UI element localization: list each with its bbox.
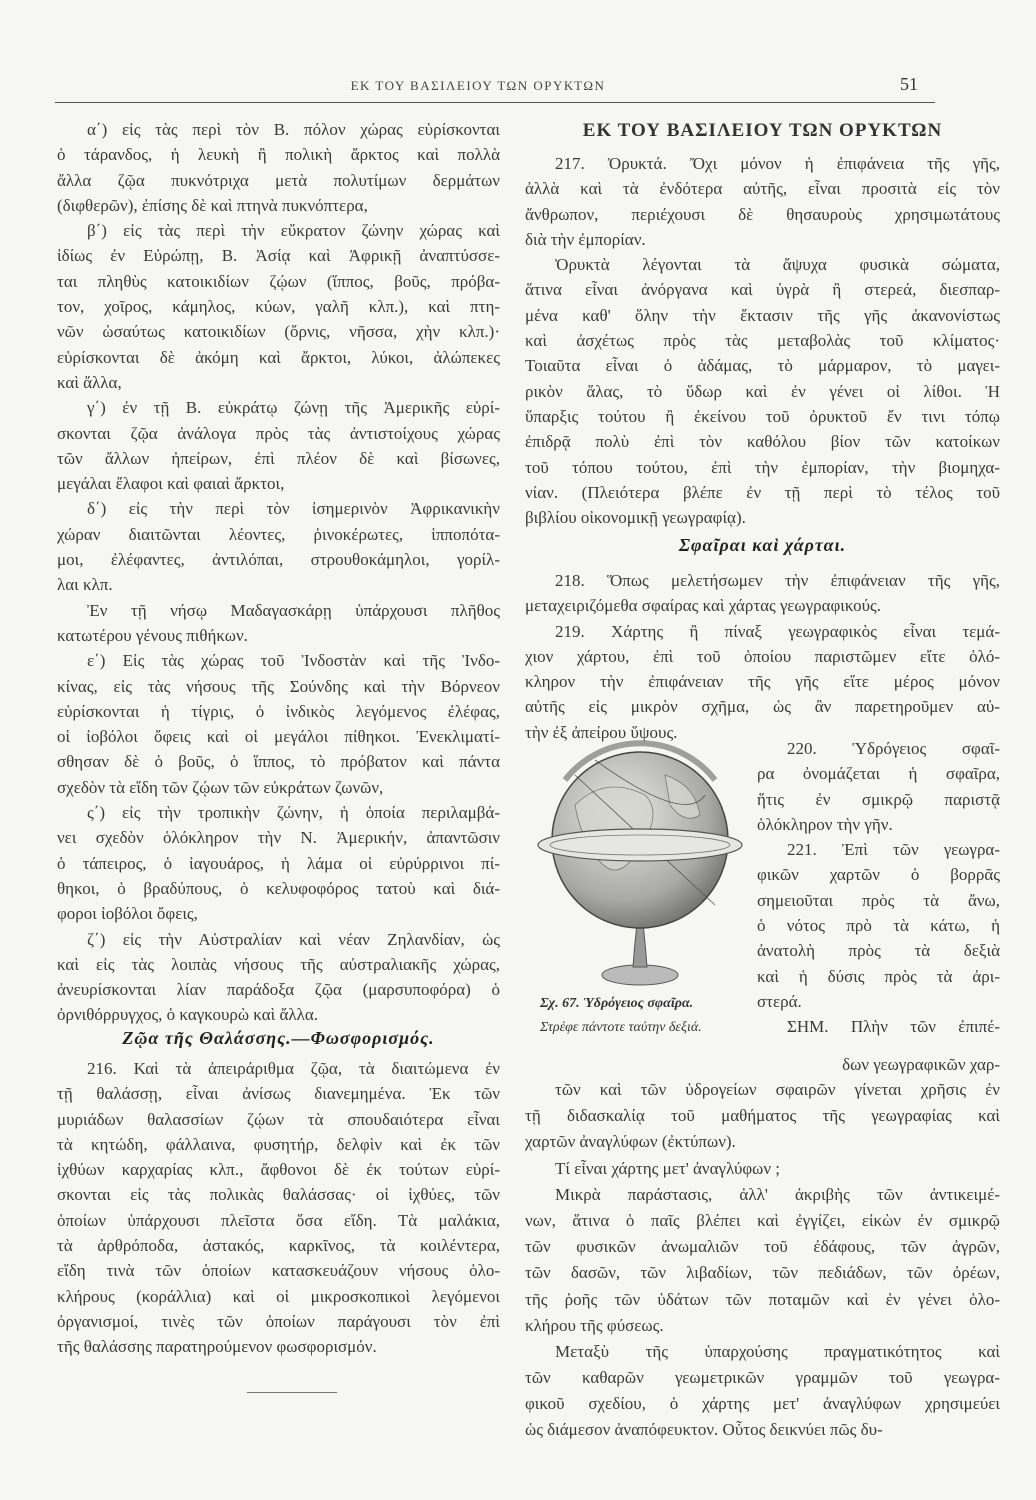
text-line: ὀρνιθόρρυγχος, ὁ καγκουρὼ καὶ ἄλλα.	[57, 1005, 319, 1025]
text-line: ἰδίως ἐν Εὐρώπῃ, Β. Ἀσίᾳ καὶ Ἀφρικῇ ἀναπτύσσε-	[57, 246, 500, 266]
text-line: τῇ διδασκαλίᾳ τοῦ μαθήματος τῆς γεωγραφίας καὶ	[525, 1106, 1000, 1126]
text-line: τὰ κητώδη, φάλλαινα, φυσητήρ, δελφὶν καὶ ἐκ τῶν	[57, 1134, 500, 1154]
text-line: ς΄) εἰς τὴν τροπικὴν ζώνην, ἡ ὁποία περιλαμβά-	[87, 803, 500, 823]
globe-base	[602, 965, 678, 985]
globe-horizon-ring	[538, 829, 742, 861]
section-220-221-globe	[757, 736, 1000, 1040]
header-rule	[55, 102, 935, 103]
text-line: ρα ὀνομάζεται ἡ σφαῖρα,	[757, 764, 1000, 784]
text-line: ται πληθὺς κατοικιδίων ζῴων (ἵππος, βοῦς, πρόβα-	[57, 271, 500, 291]
text-line: ὡς διάμεσον ἀναπόφευκτον. Οὗτος δεικνύει πῶς δυ-	[525, 1420, 883, 1440]
text-line: καὶ εἰς τὰς λοιπὰς νήσους τῆς αὐστραλιακῆς χώρας,	[57, 954, 500, 974]
caption-title: Σχ. 67. Ὑδρόγειος σφαῖρα.	[540, 996, 694, 1011]
text-line: τῶν δασῶν, τῶν λιβαδίων, τῶν πεδιάδων, τῶν ὀρέων,	[525, 1263, 1000, 1283]
text-line: ὁ τάπειρος, ὁ ἰαγουάρος, ἡ λάμα οἱ εὐρύρρινοι πί-	[57, 853, 500, 873]
text-line: ἄνθρωπον, περιέχουσι δὲ θησαυροὺς χρησιμωτάτους	[525, 204, 1000, 224]
text-line: Ὀρυκτὰ λέγονται τὰ ἄψυχα φυσικὰ σώματα,	[555, 255, 1000, 275]
text-line: ρικὸν ἅλας, τὸ ὕδωρ καὶ ἐν γένει οἱ λίθοι. Ἡ	[525, 381, 1000, 401]
text-line: σθησαν δὲ ὁ βοῦς, ὁ ἵππος, τὸ πρόβατον καὶ πάντα	[57, 752, 500, 772]
text-line: διὰ τὴν ἐμπορίαν.	[525, 229, 646, 249]
text-line: μεγάλαι ἔλαφοι καὶ φαιαὶ ἄρκτοι,	[57, 474, 285, 494]
paragraph	[525, 1156, 1000, 1182]
text-line: (διφθερῶν), ἐπίσης δὲ καὶ πτηνὰ πυκνόπτερα,	[57, 195, 368, 215]
text-line: φικῶν χαρτῶν ὁ βορρᾶς	[757, 865, 1000, 885]
text-line: νῶν ὡσαύτως κατοικιδίων (ὄρνις, νῆσσα, χὴν κλπ.)·	[57, 322, 500, 342]
paragraph	[525, 568, 1000, 619]
text-line: χώραν διαιτῶνται λέοντες, ῥινοκέρωτες, ἱπποπότα-	[57, 524, 500, 544]
paragraph	[57, 1056, 500, 1360]
text-line: εἴδη τινὰ τῶν ὁποίων κατασκευάζουν νήσους ὁλο-	[57, 1261, 500, 1281]
text-line: Μεταξὺ τῆς ὑπαρχούσης πραγματικότητος καὶ	[555, 1341, 1000, 1361]
paragraph	[57, 648, 500, 800]
text-line: οἱ ἰοβόλοι ὄφεις καὶ οἱ μεγάλοι πίθηκοι. Ἐνεκλιματί-	[57, 727, 500, 747]
text-line: Μικρὰ παράστασις, ἀλλ' ἀκριβὴς τῶν ἀντικειμέ-	[555, 1184, 1000, 1204]
globe-figure	[535, 735, 745, 990]
text-line: ε΄) Εἰς τὰς χώρας τοῦ Ἰνδοστὰν καὶ τῆς Ἰνδο-	[87, 651, 500, 671]
text-line: βιβλίου οἰκονομικῇ γεωγραφίᾳ).	[525, 508, 746, 528]
text-line: λαι κλπ.	[57, 575, 113, 595]
paragraph	[525, 1339, 1000, 1444]
text-line: ἐπιδρᾷ πολὺ ἐπὶ τὸν καθόλου βίον τῶν κατοίκων	[525, 432, 1000, 452]
text-line: 219. Χάρτης ἢ πίναξ γεωγραφικὸς εἶναι τεμά-	[555, 621, 1000, 641]
text-line: ἥτις ἐν σμικρῷ παριστᾷ	[757, 789, 1000, 809]
paragraph	[525, 619, 1000, 745]
text-line: νει σχεδὸν ὁλόκληρον τὴν Ν. Ἀμερικήν, ἀπαντῶσιν	[57, 828, 500, 848]
text-line: ὁλόκληρον τὴν γῆν.	[757, 814, 893, 834]
text-line: τῶν φυσικῶν ἀνωμαλιῶν τοῦ ἐδάφους, τῶν ἀγρῶν,	[525, 1237, 1000, 1257]
heading-minerals: ΕΚ ΤΟΥ ΒΑΣΙΛΕΙΟΥ ΤΩΝ ΟΡΥΚΤΩΝ	[582, 120, 943, 141]
text-line: τῇ θαλάσσῃ, εἶναι ἀνίσως διανεμημένα. Ἐκ τῶν	[57, 1084, 500, 1104]
text-line: ζ΄) εἰς τὴν Αὐστραλίαν καὶ νέαν Ζηλανδίαν, ὡς	[87, 929, 500, 949]
text-line: σκονται εἰς τὰς πολικὰς θαλάσσας· οἱ ἰχθύες, τῶν	[57, 1185, 500, 1205]
text-line: τον, χοῖρος, κάμηλος, κύων, γαλῆ κλπ.), καὶ πτη-	[57, 297, 500, 317]
text-line: Τί εἶναι χάρτης μετ' ἀναγλύφων ;	[555, 1158, 781, 1178]
heading-spheres-maps: Σφαῖραι καὶ χάρται.	[678, 535, 847, 555]
text-line: μένα καθ' ὅλην τὴν ἔκτασιν τῆς γῆς ἀκανονίστως	[525, 305, 1000, 325]
text-line: καὶ ἡ δύσις πρὸς τὰ ἀρι-	[757, 966, 1000, 986]
section-215-animals-by-zone	[57, 117, 500, 1028]
text-line: κλήρου τῆς φύσεως.	[525, 1315, 664, 1335]
text-line: ΣΗΜ. Πλὴν τῶν ἐπιπέ-	[787, 1017, 1000, 1037]
page-number: 51	[900, 74, 918, 94]
section-218-219-maps	[525, 568, 1000, 745]
text-line: χιον χάρτου, ἐπὶ τοῦ ὁποίου παριστῶμεν εἴτε ὁλό-	[525, 646, 1000, 666]
heading-sea-animals: Ζῷα τῆς Θαλάσσης.—Φωσφορισμός.	[122, 1028, 435, 1048]
text-line: ὁ τάρανδος, ἡ λευκὴ ἢ πολικὴ ἄρκτος καὶ πολλὰ	[57, 145, 500, 165]
text-line: εὑρίσκονται δὲ ἀκόμη καὶ ἄρκτοι, λύκοι, ἀλώπεκες	[57, 347, 500, 367]
text-line: τῶν ἄλλων ἠπείρων, ἐπὶ πλέον δὲ καὶ βίσωνες,	[57, 448, 500, 468]
text-line: τῆς θαλάσσης παρατηρούμενον φωσφορισμόν.	[57, 1337, 377, 1357]
text-line: Τοιαῦτα εἶναι ὁ ἀδάμας, τὸ μάρμαρον, τὸ μαγει-	[525, 356, 1000, 376]
text-line: φικοῦ σχεδίου, ὁ χάρτης μετ' ἀναγλύφων χρησιμεύει	[525, 1394, 1000, 1414]
text-line: ὁποίων ὑπάρχουσι πλεῖστα ὅσα εἴδη. Τὰ μαλάκια,	[57, 1210, 500, 1230]
text-line: 216. Καὶ τὰ ἀπειράριθμα ζῷα, τὰ διαιτώμενα ἐν	[87, 1059, 500, 1078]
text-line: στερά.	[757, 991, 802, 1011]
section-217-minerals	[525, 151, 1000, 530]
paragraph	[57, 927, 500, 1028]
globe-illustration	[535, 735, 745, 990]
text-line: β΄) εἰς τὰς περὶ τὴν εὔκρατον ζώνην χώρας καὶ	[87, 221, 500, 241]
text-line: θηκοι, ὁ βραδύπους, ὁ κελυφοφόρος τατοὺ καὶ διά-	[57, 878, 500, 898]
running-title: ΕΚ ΤΟΥ ΒΑΣΙΛΕΙΟΥ ΤΩΝ ΟΡΥΚΤΩΝ	[350, 78, 606, 93]
figure-caption	[540, 992, 755, 1040]
paragraph	[757, 1014, 1000, 1039]
paragraph	[57, 117, 500, 218]
text-line: ἀλλὰ καὶ τὰ ἐνδότερα αὐτῆς, εἶναι προσιτὰ εἰς τὸν	[525, 179, 1000, 199]
text-line: αὐτῆς εἰς μικρὸν σχῆμα, ὡς ἂν παρετηροῦμεν αὐ-	[525, 697, 1000, 717]
text-line: κλήρους (κοράλλια) καὶ οἱ μικροσκοπικοὶ λεγόμενοι	[57, 1286, 500, 1306]
caption-instruction: Στρέφε πάντοτε ταύτην δεξιά.	[540, 1020, 702, 1035]
text-line: ἄλλα ζῷα πυκνότριχα μετὰ πολυτίμων δερμάτων	[57, 170, 500, 190]
section-relief-maps	[525, 1077, 1000, 1444]
text-line: Ἐν τῇ νήσῳ Μαδαγασκάρῃ ὑπάρχουσι πλῆθος	[87, 600, 500, 620]
paragraph	[57, 395, 500, 496]
section-216-sea-animals	[57, 1056, 500, 1360]
text-line: νων, ἅτινα ὁ παῖς βλέπει καὶ ἐγγίζει, εἰκὼν ἐν σμικρῷ	[525, 1210, 1000, 1230]
paragraph	[57, 496, 500, 597]
text-line: τῶν καθαρῶν γεωμετρικῶν γραμμῶν τοῦ γεωγρα-	[525, 1368, 1000, 1388]
text-line: τῶν καὶ τῶν ὑδρογείων σφαιρῶν γίνεται χρῆσις ἐν	[555, 1080, 1000, 1099]
text-line: ἀνατολὴ πρὸς τὰ δεξιὰ	[757, 941, 1000, 961]
paragraph	[757, 837, 1000, 1014]
paragraph	[57, 598, 500, 649]
paragraph	[525, 1077, 1000, 1156]
text-line: κίνας, εἰς τὰς νήσους τῆς Σούνδης καὶ τὴν Βόρνεον	[57, 676, 500, 696]
text-line: τῆς ῥοῆς τῶν ὑδάτων τῶν ποταμῶν καὶ ἐν γένει ὁλο-	[525, 1289, 1000, 1309]
text-line: φοροι ἰοβόλοι ὄφεις,	[57, 904, 198, 924]
text-line: ὕπαρξις τούτου ἢ ἐκείνου τοῦ ὀρυκτοῦ ἔν τινι τόπῳ	[525, 406, 1000, 426]
text-line: εὑρίσκονται ἡ τίγρις, ὁ ἰνδικὸς λεγόμενος ἐλέφας,	[57, 701, 500, 721]
running-header	[0, 78, 1036, 94]
section-end-rule	[247, 1392, 337, 1393]
text-line: κατωτέρου γένους πιθήκων.	[57, 625, 248, 645]
text-line: 217. Ὀρυκτά. Ὄχι μόνον ἡ ἐπιφάνεια τῆς γῆς,	[555, 154, 1000, 173]
text-line: 220. Ὑδρόγειος σφαῖ-	[787, 739, 1000, 758]
text-line: ὀργανισμοί, τινὲς τῶν ὁποίων παράγουσι τὸν ἐπὶ	[57, 1311, 500, 1331]
note-continued-line: δων γεωγραφικῶν χαρ-	[842, 1055, 1000, 1074]
text-line: τοῦ τόπου τούτου, ἐπὶ τὴν ἐμπορίαν, τὴν βιομηχα-	[525, 457, 1000, 477]
text-line: 221. Ἐπὶ τῶν γεωγρα-	[787, 840, 1000, 860]
text-line: μοι, ἐλέφαντες, ἀντιλόπαι, στρουθοκάμηλοι, γορίλ-	[57, 550, 500, 570]
text-line: ὁ νότος πρὸ τὰ κάτω, ἡ	[757, 916, 1000, 936]
text-line: χαρτῶν ἀναγλύφων (ἐκτύπων).	[525, 1132, 736, 1152]
text-line: τὴν ἐξ ἀπείρου ὕψους.	[525, 722, 678, 742]
text-line: μεταχειριζόμεθα σφαίρας καὶ χάρτας γεωγραφικούς.	[525, 596, 881, 616]
text-line: γ΄) ἐν τῇ Β. εὐκράτῳ ζώνῃ τῆς Ἀμερικῆς εὑρί-	[87, 398, 500, 418]
text-line: ἀνευρίσκονται λίαν παράδοξα ζῷα (μαρσυποφόρα) ὁ	[57, 980, 500, 1000]
text-line: καὶ ἀσχέτως πρὸς τὰς μεταβολὰς τοῦ κλίματος·	[525, 331, 1000, 351]
text-line: α΄) εἰς τὰς περὶ τὸν Β. πόλον χώρας εὑρίσκονται	[87, 120, 500, 139]
paragraph	[525, 252, 1000, 530]
text-line: 218. Ὅπως μελετήσωμεν τὴν ἐπιφάνειαν τῆς γῆς,	[555, 571, 1000, 590]
text-line: σκονται ζῷα ἀνάλογα πρὸς τὰς ἀντιστοίχους χώρας	[57, 423, 500, 443]
paragraph	[57, 800, 500, 926]
paragraph	[757, 736, 1000, 837]
text-line: τὰ ἀρθρόποδα, ἀστακός, καρκῖνος, τὰ κοιλέντερα,	[57, 1236, 500, 1256]
text-line: σημειοῦται πρὸς τὰ ἄνω,	[757, 890, 1000, 910]
paragraph	[525, 151, 1000, 252]
globe-stand	[633, 925, 647, 967]
paragraph	[57, 218, 500, 395]
paragraph	[525, 1182, 1000, 1339]
text-line: σχεδὸν τὰ εἴδη τῶν ζῴων τῶν εὐκράτων ζωνῶν,	[57, 777, 384, 797]
text-line: ἰχθύων καρχαρίας κλπ., ἄφθονοι δὲ ἐκ τούτων εὑρί-	[57, 1160, 500, 1180]
text-line: μυριάδων θαλασσίων ζῴων τὰ σπουδαιότερα εἶναι	[57, 1109, 500, 1129]
text-line: ἅτινα εἶναι ἀνόργανα καὶ ὑγρὰ ἢ στερεά, διεσπαρ-	[525, 280, 1000, 300]
text-line: κληρον τὴν ἐπιφάνειαν τῆς γῆς εἴτε μέρος μόνον	[525, 672, 1000, 692]
text-line: νίαν. (Πλειότερα βλέπε ἐν τῇ περὶ τὸ τέλος τοῦ	[525, 482, 1000, 502]
text-line: δ΄) εἰς τὴν περὶ τὸν ἰσημερινὸν Ἀφρικανικὴν	[87, 499, 500, 519]
text-line: καὶ ἄλλα,	[57, 372, 122, 392]
